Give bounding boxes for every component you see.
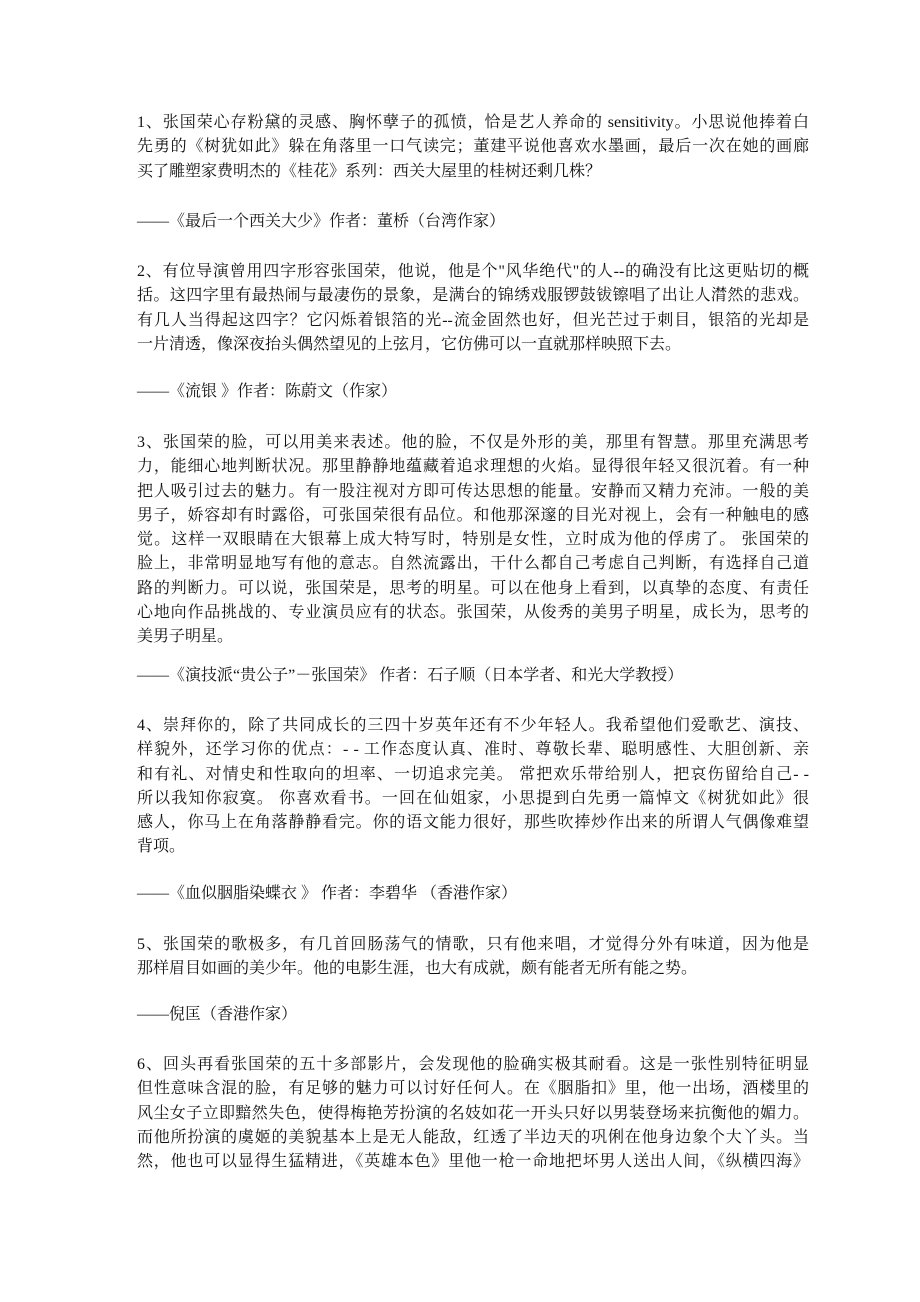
paragraph-line: 样貌外，还学习你的优点：- - 工作态度认真、准时、尊敬长辈、聪明感性、大胆创新、亲 bbox=[137, 741, 809, 759]
paragraph-line: 脸上，非常明显地写有他的意志。自然流露出，干什么都自己考虑自己判断，有选择自己道 bbox=[137, 555, 809, 573]
paragraph-line: 把人吸引过去的魅力。有一股注视对方即可传达思想的能量。安静而又精力充沛。一般的美 bbox=[137, 482, 809, 500]
paragraph-line: 和有礼、对情史和性取向的坦率、一切追求完美。 常把欢乐带给别人，把哀伤留给自己- - bbox=[137, 765, 809, 783]
paragraph-line: 一片清透，像深夜抬头偶然望见的上弦月，它仿佛可以一直就那样映照下去。 bbox=[137, 335, 682, 353]
paragraph-line: 5、张国荣的歌极多，有几首回肠荡气的情歌，只有他来唱，才觉得分外有味道，因为他是 bbox=[137, 936, 809, 953]
paragraph-line: 力，能细心地判断状况。那里静静地蕴藏着追求理想的火焰。显得很年轻又很沉着。有一种 bbox=[137, 458, 809, 476]
paragraph-line: 然，他也可以显得生猛精进，《英雄本色》里他一枪一命地把坏男人送出人间，《纵横四海》 bbox=[137, 1153, 809, 1171]
paragraph-line: 有几人当得起这四字？它闪烁着银箔的光--流金固然也好，但光芒过于刺目，银箔的光却是 bbox=[137, 311, 809, 329]
paragraph-line: 6、回头再看张国荣的五十多部影片，会发现他的脸确实极其耐看。这是一张性别特征明显 bbox=[137, 1056, 809, 1073]
paragraph-6 bbox=[137, 1053, 809, 1174]
paragraph-line: 美男子明星。 bbox=[137, 628, 234, 646]
paragraph-line: 先勇的《树犹如此》躲在角落里一口气读完；董建平说他喜欢水墨画，最后一次在她的画廊 bbox=[137, 138, 809, 156]
attribution: ——《流银 》作者：陈蔚文（作家） bbox=[137, 383, 398, 400]
paragraph-line: 风尘女子立即黯然失色，使得梅艳芳扮演的名妓如花一开头只好以男装登场来抗衡他的媚力。 bbox=[137, 1104, 809, 1122]
paragraph-4 bbox=[137, 714, 809, 860]
paragraph-line: 觉。这样一双眼睛在大银幕上成大特写时，特别是女性，立时成为他的俘虏了。 张国荣的 bbox=[137, 531, 809, 549]
attribution: ——倪匡（香港作家） bbox=[137, 1006, 298, 1023]
paragraph-line: 而他所扮演的虞姬的美貌基本上是无人能敌，红透了半边天的巩俐在他身边象个大丫头。当 bbox=[137, 1128, 809, 1146]
paragraph-line: 2、有位导演曾用四字形容张国荣，他说，他是个"风华绝代"的人--的确没有比这更贴切的概 bbox=[137, 263, 809, 280]
paragraph-3 bbox=[137, 431, 809, 650]
paragraph-line: 1、张国荣心存粉黛的灵感、胸怀孽子的孤愤，恰是艺人养命的 sensitivity。小思说他捧着白 bbox=[137, 114, 809, 131]
paragraph-line: 3、张国荣的脸，可以用美来表述。他的脸，不仅是外形的美，那里有智慧。那里充满思考 bbox=[137, 434, 809, 451]
attribution: ——《演技派“贵公子”－张国荣》 作者：石子顺（日本学者、和光大学教授） bbox=[137, 667, 684, 684]
paragraph-line: 男子，娇容却有时露俗，可张国荣很有品位。和他那深邃的目光对视上，会有一种触电的感 bbox=[137, 506, 809, 524]
paragraph-line: 路的判断力。可以说，张国荣是，思考的明星。可以在他身上看到，以真挚的态度、有责任 bbox=[137, 579, 809, 597]
paragraph-line: 括。这四字里有最热闹与最凄伤的景象，是满台的锦绣戏服锣鼓钹镲唱了出让人潸然的悲戏。 bbox=[137, 287, 809, 305]
paragraph-line: 但性意味含混的脸，有足够的魅力可以讨好任何人。在《胭脂扣》里，他一出场，酒楼里的 bbox=[137, 1080, 809, 1098]
paragraph-line: 背项。 bbox=[137, 838, 186, 856]
paragraph-line: 心地向作品挑战的、专业演员应有的状态。张国荣，从俊秀的美男子明星，成长为，思考的 bbox=[137, 604, 809, 622]
paragraph-line: 买了雕塑家费明杰的《桂花》系列：西关大屋里的桂树还剩几株？ bbox=[137, 162, 602, 180]
paragraph-line: 所以我知你寂寞。 你喜欢看书。一回在仙姐家，小思提到白先勇一篇悼文《树犹如此》很 bbox=[137, 789, 809, 807]
paragraph-line: 那样眉目如画的美少年。他的电影生涯，也大有成就，颇有能者无所有能之势。 bbox=[137, 960, 698, 978]
attribution: ——《最后一个西关大少》作者：董桥（台湾作家） bbox=[137, 213, 506, 230]
paragraph-1 bbox=[137, 111, 809, 184]
paragraph-line: 感人，你马上在角落静静看完。你的语文能力很好，那些吹捧炒作出来的所谓人气偶像难望 bbox=[137, 814, 809, 832]
paragraph-line: 4、崇拜你的，除了共同成长的三四十岁英年还有不少年轻人。我希望他们爱歌艺、演技、 bbox=[137, 717, 809, 734]
paragraph-2 bbox=[137, 260, 809, 357]
paragraph-5 bbox=[137, 933, 809, 982]
attribution: ——《血似胭脂染蝶衣 》 作者：李碧华 （香港作家） bbox=[137, 885, 518, 902]
